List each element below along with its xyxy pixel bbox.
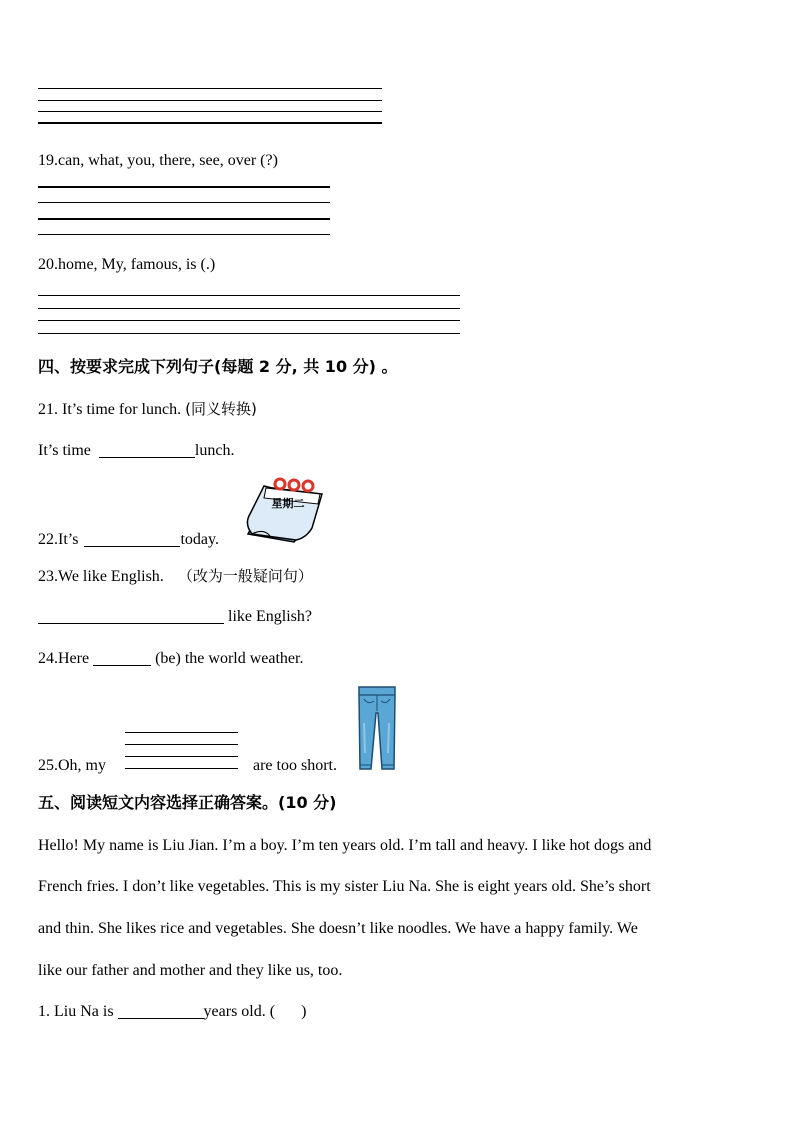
answer-blank-24[interactable] xyxy=(93,649,151,666)
answer-blank-23[interactable] xyxy=(38,607,224,624)
passage-line: like our father and mother and they like us, too. xyxy=(38,962,343,979)
reading-question-1-close: ) xyxy=(301,1003,307,1020)
section-4-title: 四、按要求完成下列句子(每题 2 分, 共 10 分) 。 xyxy=(38,357,398,376)
question-23 xyxy=(38,566,313,587)
question-22-suffix: today. xyxy=(180,531,219,548)
question-24 xyxy=(38,649,303,669)
question-23-note: （改为一般疑问句） xyxy=(177,567,313,585)
question-23-prompt: 23.We like English. xyxy=(38,568,164,585)
question-24-prefix: 24.Here xyxy=(38,650,90,667)
calendar-label: 星期二 xyxy=(271,497,305,510)
question-25-suffix: are too short. xyxy=(253,757,337,774)
section-5-title: 五、阅读短文内容选择正确答案。(10 分) xyxy=(38,793,337,812)
question-21-note: (同义转换) xyxy=(185,400,257,418)
question-23-answer-suffix: like English? xyxy=(228,608,312,625)
question-25-prefix: 25.Oh, my xyxy=(38,757,106,774)
question-23-answer xyxy=(38,607,312,627)
question-22 xyxy=(38,530,219,550)
question-22-prefix: 22.It’s xyxy=(38,531,79,548)
question-21 xyxy=(38,399,257,420)
question-24-suffix: (be) the world weather. xyxy=(155,650,304,667)
question-21-answer-prefix: It’s time xyxy=(38,442,91,459)
answer-blank-21[interactable] xyxy=(99,441,195,458)
passage-line: Hello! My name is Liu Jian. I’m a boy. I’m ten years old. I’m tall and heavy. I like hot dogs and xyxy=(38,837,652,854)
question-21-answer xyxy=(38,441,234,461)
question-21-answer-suffix: lunch. xyxy=(194,442,235,459)
calendar-icon xyxy=(242,474,328,546)
question-20: 20.home, My, famous, is (.) xyxy=(38,256,216,273)
reading-question-1-suffix: years old. ( xyxy=(203,1003,276,1020)
passage-line: and thin. She likes rice and vegetables. She doesn’t like noodles. We have a happy family. We xyxy=(38,920,638,937)
question-19: 19.can, what, you, there, see, over (?) xyxy=(38,152,278,169)
answer-blank-22[interactable] xyxy=(84,530,180,547)
passage-line: French fries. I don’t like vegetables. This is my sister Liu Na. She is eight years old. She’s short xyxy=(38,878,651,895)
reading-question-1-prefix: 1. Liu Na is xyxy=(38,1003,114,1020)
jeans-icon xyxy=(356,683,398,773)
answer-blank-r1[interactable] xyxy=(118,1002,204,1019)
reading-question-1 xyxy=(38,1002,306,1022)
question-21-prompt: 21. It’s time for lunch. xyxy=(38,401,182,418)
